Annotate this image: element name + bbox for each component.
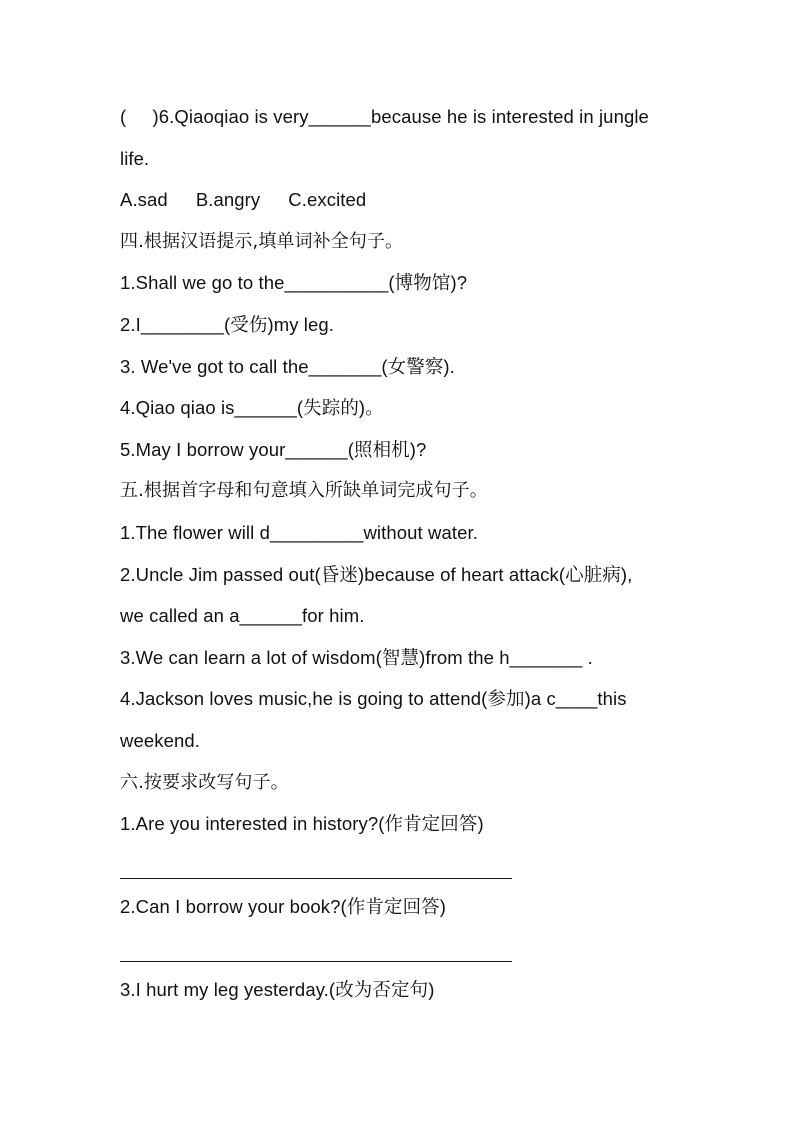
answer-paren: ( ): [120, 106, 159, 127]
section-6-item-2: 2.Can I borrow your book?(作肯定回答): [120, 896, 447, 918]
option-a: A.sad: [120, 189, 168, 211]
section-5-item-2-continuation: we called an a______for him.: [120, 605, 365, 627]
question-6-line: [120, 96, 680, 138]
section-5-item-3: 3.We can learn a lot of wisdom(智慧)from the h_______ .: [120, 646, 593, 668]
section-5-item-2: 2.Uncle Jim passed out(昏迷)because of heart attack(心脏病),: [120, 563, 633, 585]
section-4-item-3: 3. We've got to call the_______(女警察).: [120, 355, 455, 377]
section-5-heading: 五.根据首字母和句意填入所缺单词完成句子。: [120, 480, 488, 502]
section-6-item-3: 3.I hurt my leg yesterday.(改为否定句): [120, 979, 435, 1001]
answer-rule: [120, 961, 512, 962]
section-4-item-2: 2.I________(受伤)my leg.: [120, 313, 335, 335]
section-5-item-4-continuation: weekend.: [120, 729, 200, 751]
option-c: C.excited: [288, 189, 367, 211]
answer-line-2: [120, 928, 680, 970]
section-6-heading: 六.按要求改写句子。: [120, 771, 289, 793]
question-6-continuation: life.: [120, 147, 150, 169]
section-4-heading: 四.根据汉语提示,填单词补全句子。: [120, 230, 404, 252]
question-6-text: 6.Qiaoqiao is very______because he is interested in jungle: [158, 106, 649, 127]
answer-line-1: [120, 845, 680, 887]
section-4-item-5: 5.May I borrow your______(照相机)?: [120, 438, 427, 460]
section-4-item-1: 1.Shall we go to the__________(博物馆)?: [120, 272, 468, 294]
question-6-options: [120, 179, 680, 221]
worksheet-page: [120, 96, 680, 1011]
section-6-item-1: 1.Are you interested in history?(作肯定回答): [120, 813, 484, 835]
option-b: B.angry: [195, 189, 261, 211]
section-4-item-4: 4.Qiao qiao is______(失踪的)。: [120, 397, 384, 419]
section-5-item-4: 4.Jackson loves music,he is going to attend(参加)a c____this: [120, 688, 627, 710]
answer-rule: [120, 878, 512, 879]
section-5-item-1: 1.The flower will d_________without water.: [120, 521, 478, 543]
